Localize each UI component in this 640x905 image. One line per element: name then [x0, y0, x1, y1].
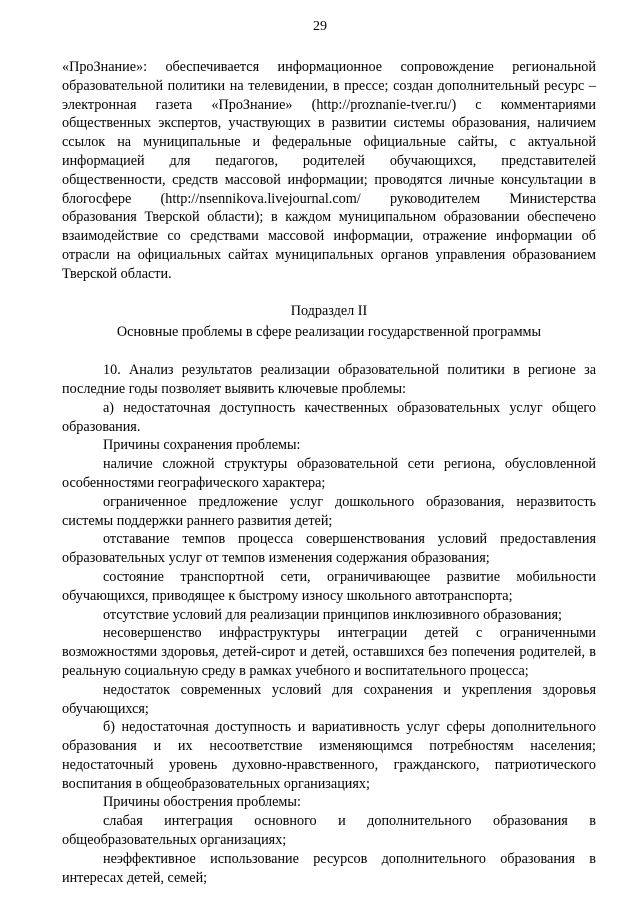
causes-heading: Причины сохранения проблемы: — [103, 437, 301, 454]
list-item: недостаток современных условий для сохранения и укрепления здоровья обучающихся; — [62, 681, 596, 717]
list-item: слабая интеграция основного и дополнительного образования в общеобразовательных организациях; — [62, 813, 596, 849]
intro-paragraph: «ПроЗнание»: обеспечивается информационное сопровождение региональной образовательной политики на телевидении, в прессе; создан дополнительный ресурс – электронная газета «ПроЗнание» (http://proznanie-tver.ru/) с комментариями общественных экспертов, участвующих в развитии системы образования, наличием ссылок на муниципальные и федеральные официальные сайты, с актуальной информацией для педагогов, родителей обучающихся, представителей общественности, средств массовой информации; проводятся личные консультации в блогосфере (http://nsennikova.livejournal.com/ руководителем Министерства образования Тверской области); в каждом муниципальном образовании обеспечено взаимодействие со средствами массовой информации, отражение информации об отрасли на официальных сайтах муниципальных органов управления образованием Тверской области. — [62, 59, 596, 282]
problem-b: б) недостаточная доступность и вариативность услуг сферы дополнительного образования и их несоответствие изменяющимся потребностям населения; недостаточный уровень духовно-нравственного, гражданского, патриотического воспитания в общеобразовательных организациях; — [62, 719, 596, 792]
list-item: ограниченное предложение услуг дошкольного образования, неразвитость системы поддержки раннего развития детей; — [62, 493, 596, 529]
paragraph-analysis: 10. Анализ результатов реализации образовательной политики в регионе за последние годы позволяет выявить ключевые проблемы: — [62, 362, 596, 397]
body-text — [62, 58, 596, 887]
list-item: состояние транспортной сети, ограничивающее развитие мобильности обучающихся, приводящее к быстрому износу школьного автотранспорта; — [62, 568, 596, 604]
list-item: неэффективное использование ресурсов дополнительного образования в интересах детей, семей; — [62, 850, 596, 886]
list-item: отставание темпов процесса совершенствования условий предоставления образовательных услуг от темпов изменения содержания образования; — [62, 531, 596, 567]
subsection-label: Подраздел II — [290, 302, 368, 319]
list-item: отсутствие условий для реализации принципов инклюзивного образования; — [103, 606, 562, 623]
causes-heading: Причины обострения проблемы: — [103, 794, 301, 811]
page-number: 29 — [313, 19, 327, 34]
problem-a: а) недостаточная доступность качественных образовательных услуг общего образования. — [62, 399, 596, 435]
list-item: несовершенство инфраструктуры интеграции детей с ограниченными возможностями здоровья, детей-сирот и детей, оставшихся без попечения родителей, в реальную социальную среду в рамках учебного и воспитательного процесса; — [62, 625, 596, 679]
list-item: наличие сложной структуры образовательной сети региона, обусловленной особенностями географического характера; — [62, 456, 596, 491]
subsection-title: Основные проблемы в сфере реализации государственной программы — [116, 324, 542, 341]
